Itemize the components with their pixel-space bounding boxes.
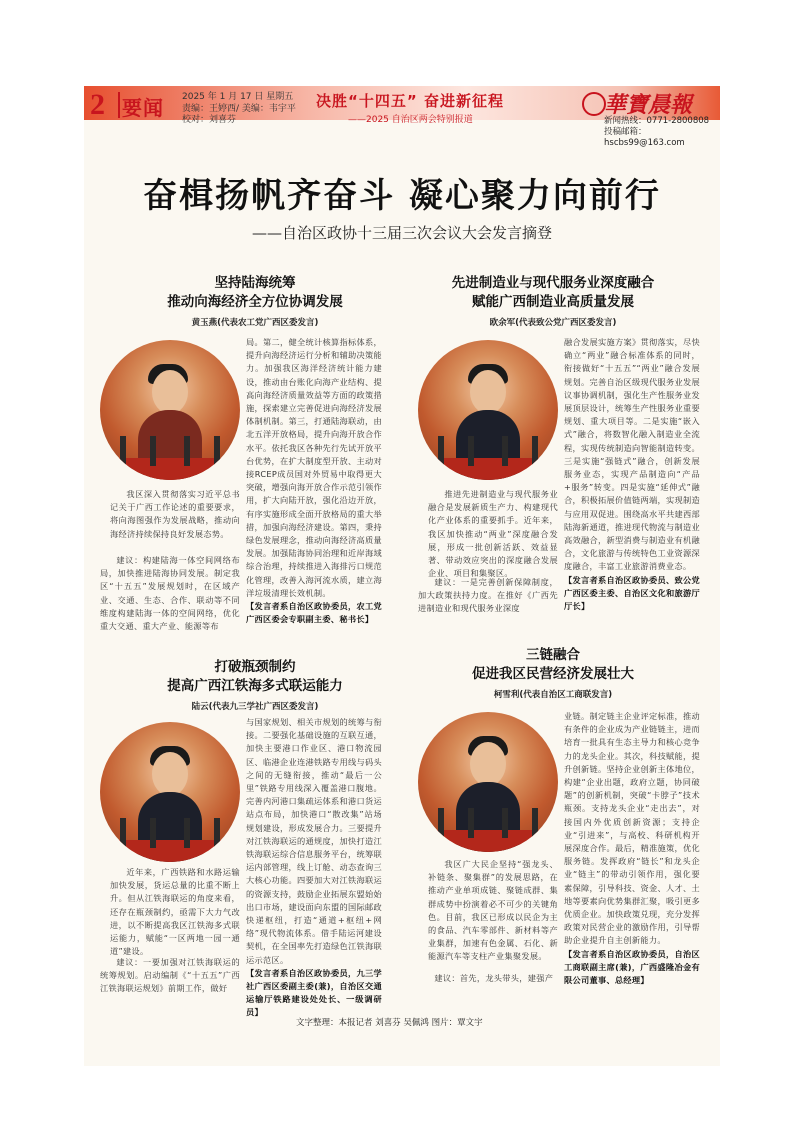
microphone-icon bbox=[150, 818, 156, 848]
article-title bbox=[412, 274, 694, 312]
lead-paragraph: 我区深入贯彻落实习近平总书记关于广西工作论述的重要要求，将向海图强作为发展战略，推动向海经济持续保持良好发展态势。 bbox=[110, 489, 240, 539]
speaker-note: 【发言者系自治区政协委员，农工党广西区委会专职副主委、秘书长】 bbox=[246, 601, 382, 625]
suggestion-paragraph: 建议：构建陆海一体空间网络布局，加快推进陆海协同发展。制定我区“十五五”发展规划时，在区域产业、交通、生态、合作、联动等不同维度构建陆海一体的空间网络，优化重大交通、重大产业、能源等布 bbox=[100, 555, 240, 632]
speaker-photo bbox=[418, 712, 558, 852]
page-number: 2 bbox=[90, 88, 105, 121]
article-title-line2: 赋能广西制造业高质量发展 bbox=[472, 294, 634, 310]
speaker-photo bbox=[100, 340, 240, 480]
suggestion-paragraph: 建议：一要加强对江铁海联运的统筹规划。启动编制《“十五五”广西江铁海联运规划》前期工作，做好 bbox=[100, 957, 240, 994]
photo-face bbox=[152, 370, 188, 414]
hotline: 新闻热线：0771-2800808 bbox=[604, 116, 710, 126]
microphone-icon bbox=[214, 436, 220, 466]
article-title-line1: 先进制造业与现代服务业深度融合 bbox=[451, 275, 655, 291]
lead-paragraph: 我区广大民企坚持“强龙头、补链条、聚集群”的发展思路，在推动产业单项成链、聚链成群、集群成势中扮演着必不可少的关键角色。目前，我区已形成以民企为主的食品、汽车零部件、新材料等产业集群，加速有色金属、石化、新能源汽车等支柱产业集聚发展。 bbox=[428, 859, 558, 962]
microphone-icon bbox=[150, 436, 156, 466]
article-body bbox=[564, 336, 700, 613]
article-title bbox=[120, 658, 390, 696]
article-body bbox=[246, 336, 382, 626]
article-title-line2: 提高广西江铁海多式联运能力 bbox=[167, 678, 343, 694]
speaker-photo bbox=[100, 722, 240, 862]
article-title bbox=[412, 646, 694, 684]
article-title bbox=[120, 274, 390, 312]
article-lead bbox=[110, 488, 240, 541]
photo-face bbox=[152, 752, 188, 796]
article-title-line2: 促进我区民营经济发展壮大 bbox=[472, 666, 634, 682]
article-byline: 陆云(代表九三学社广西区委发言) bbox=[191, 702, 319, 712]
article-title-line1: 坚持陆海统筹 bbox=[214, 275, 296, 291]
body-column: 局。第二，健全统计核算指标体系，提升向海经济运行分析和辅助决策能力。加强我区海洋经济统计能力建设，推动由台账化向海产业结构、提高向海经济质量效益等方面的政策措施，探索建立完善促进向海经济发展体制机制。第三，打通陆海联动，由北五洋开放格局，提升向海开放合作水平。依托我区各种先行先试开放平台优势，在扩大制度型开放、主动对接RCEP成员国对外贸易中取得更大突破，增强向海开放合作示范引领作用，扩大向陆开放，强化沿边开放，有序实施形成全面开放格局的重大举措，加强向海经济建设。第四，秉持绿色发展理念，推动向海经济高质量发展。加强陆海协同治理和近岸海域综合治理，持续推进入海排污口规范化管理，改善入海河流水质，建立海洋垃圾清理长效机制。 bbox=[246, 337, 382, 598]
photo-text-credits: 文字整理：本报记者 刘喜芬 吴佩鸿 图片：覃文宇 bbox=[296, 1018, 483, 1028]
microphone-icon bbox=[468, 436, 474, 466]
article-title-line1: 三链融合 bbox=[526, 647, 580, 663]
microphone-icon bbox=[532, 436, 538, 466]
microphone-icon bbox=[502, 436, 508, 466]
article-lead bbox=[428, 858, 558, 964]
microphone-icon bbox=[438, 436, 444, 466]
microphone-icon bbox=[120, 436, 126, 466]
lead-paragraph: 近年来，广西铁路和水路运输加快发展，货运总量的比重不断上升。但从江铁海联运的角度来看，还存在瓶颈制约，亟需下大力气改进，以不断提高我区江铁海多式联运能力，赋能“一区两地一园一通道”建设。 bbox=[110, 867, 240, 957]
page-subtitle: ——自治区政协十三届三次会议大会发言摘登 bbox=[251, 224, 552, 242]
microphone-icon bbox=[468, 808, 474, 838]
microphone-icon bbox=[184, 818, 190, 848]
body-column: 融合发展实施方案》贯彻落实，尽快确立“两业”融合标准体系的同时，衔接做好“十五五”“两业”融合发展规划。完善自治区级现代服务业发展议事协调机制，强化生产性服务业发展顶层设计，统筹生产性服务业重要规划、重大项目等。二是实施“嵌入式”融合，将数智化融入制造业全流程，实现传统制造向智能制造转变。三是实施“强链式”融合，创新发展服务业态，实现产品制造向“产品+服务”转变。四是实施“延伸式”融合，积极拓展价值链两端，实现制造与应用双促进。围绕高水平共建西部陆海新通道，推进现代物流与制造业高效融合，新型消费与制造业有机融合，文化旅游与传统特色工业资源深度融合，丰富工业旅游消费业态。 bbox=[564, 337, 700, 572]
article-lead bbox=[110, 866, 240, 958]
suggestion-paragraph: 建议：一是完善创新保障制度，加大政策扶持力度。在推好《广西先进制造业和现代服务业深度 bbox=[418, 577, 558, 614]
article-byline: 欧余军(代表致公党广西区委发言) bbox=[489, 318, 617, 328]
email: 投稿邮箱：hscbs99@163.com bbox=[604, 127, 685, 148]
microphone-icon bbox=[214, 818, 220, 848]
body-column: 业链。制定链主企业评定标准，推动有条件的企业成为产业链链主，进而培育一批具有生态主导力和核心竞争力的龙头企业。其次，科技赋能，提升创新链。坚持企业创新主体地位，构建“企业出题，政府立题，协同破题”的创新机制，突破“卡脖子”技术瓶颈。支持龙头企业“走出去”，对接国内外优质创新资源；支持企业“引进来”，与高校、科研机构开展深度合作。最后，精准施策，优化服务链。发挥政府“链长”和龙头企业“链主”的带动引领作用，强化要素保障，引导科技、资金、人才、土地等要素向优势集群汇聚，吸引更多优质企业。加快政策兑现，充分发挥政策对民营企业的激励作用，引导帮助企业提升自主创新能力。 bbox=[564, 711, 700, 946]
page-title: 奋楫扬帆齐奋斗 凝心聚力向前行 bbox=[143, 176, 661, 216]
newspaper-logo-icon bbox=[582, 92, 606, 116]
speaker-note: 【发言者系自治区政协委员，自治区工商联副主席(兼)，广西盛隆冶金有限公司董事、总经理】 bbox=[564, 948, 700, 986]
article-suggestion bbox=[418, 576, 558, 616]
article-suggestion bbox=[418, 972, 558, 985]
article-title-line2: 推动向海经济全方位协调发展 bbox=[167, 294, 343, 310]
section-name: 要闻 bbox=[122, 96, 164, 120]
speaker-note: 【发言者系自治区政协委员、致公党广西区委主委、自治区文化和旅游厅厅长】 bbox=[564, 574, 700, 612]
article-body bbox=[246, 716, 382, 1020]
photo-face bbox=[470, 742, 506, 786]
special-banner-sub: ——2025 自治区两会特别报道 bbox=[348, 115, 473, 125]
microphone-icon bbox=[502, 808, 508, 838]
article-byline: 柯雪利(代表自治区工商联发言) bbox=[493, 690, 613, 700]
speaker-photo bbox=[418, 340, 558, 480]
newspaper-logo: 華寶晨報 bbox=[604, 92, 693, 118]
microphone-icon bbox=[438, 808, 444, 838]
proofreader-credit: 校对：刘喜芬 bbox=[182, 115, 237, 125]
article-lead bbox=[428, 488, 558, 580]
article-byline: 黄玉燕(代表农工党广西区委发言) bbox=[191, 318, 319, 328]
microphone-icon bbox=[120, 818, 126, 848]
article-body bbox=[564, 710, 700, 987]
page-header bbox=[84, 86, 720, 148]
suggestion-paragraph: 建议：首先，龙头带头，建强产 bbox=[434, 973, 554, 983]
article-title-line1: 打破瓶颈制约 bbox=[214, 659, 296, 675]
photo-face bbox=[470, 370, 506, 414]
special-banner: 决胜“十四五” 奋进新征程 bbox=[316, 92, 504, 110]
article-suggestion bbox=[100, 554, 240, 633]
speaker-note: 【发言者系自治区政协委员，九三学社广西区委副主委(兼)，自治区交通运输厅铁路建设处处长、一级调研员】 bbox=[246, 967, 382, 1018]
microphone-icon bbox=[532, 808, 538, 838]
edition-meta bbox=[182, 92, 296, 127]
microphone-icon bbox=[184, 436, 190, 466]
body-column: 与国家规划、相关市规划的统筹与衔接。二要强化基础设施的互联互通，加快主要港口作业区、港口物流园区、临港企业连港铁路专用线与码头之间的无缝衔接，推动“最后一公里”铁路专用线深入覆盖港口腹地。完善内河港口集疏运体系和港口货运站点布局，加快港口“散改集”站场规划建设，形成发展合力。三要提升对江铁海联运的通规度，加快打造江铁海联运综合信息服务平台，统筹联运内部管理，线上订舱、动态查询三大核心功能。四要加大对江铁海联运的资源支持，鼓励企业拓展东盟始始出口市场，建设面向东盟的国际邮政快递枢纽，打造“通道+枢纽+网络”现代物流体系。借手陆运河建设契机，在全国率先打造绿色江铁海联运示范区。 bbox=[246, 717, 382, 965]
article-suggestion bbox=[100, 956, 240, 996]
editor-credits: 责编：王婷西/ 美编：韦宇平 bbox=[182, 103, 296, 114]
contact-info bbox=[604, 116, 720, 149]
header-divider bbox=[118, 92, 120, 118]
issue-date: 2025 年 1 月 17 日 星期五 bbox=[182, 92, 294, 102]
lead-paragraph: 推进先进制造业与现代服务业融合是发展新质生产力、构建现代化产业体系的重要抓手。近年来，我区加快推动“两业”深度融合发展，形成一批创新活跃、效益显著、带动效应突出的深度融合发展企业、项目和集聚区。 bbox=[428, 489, 558, 579]
